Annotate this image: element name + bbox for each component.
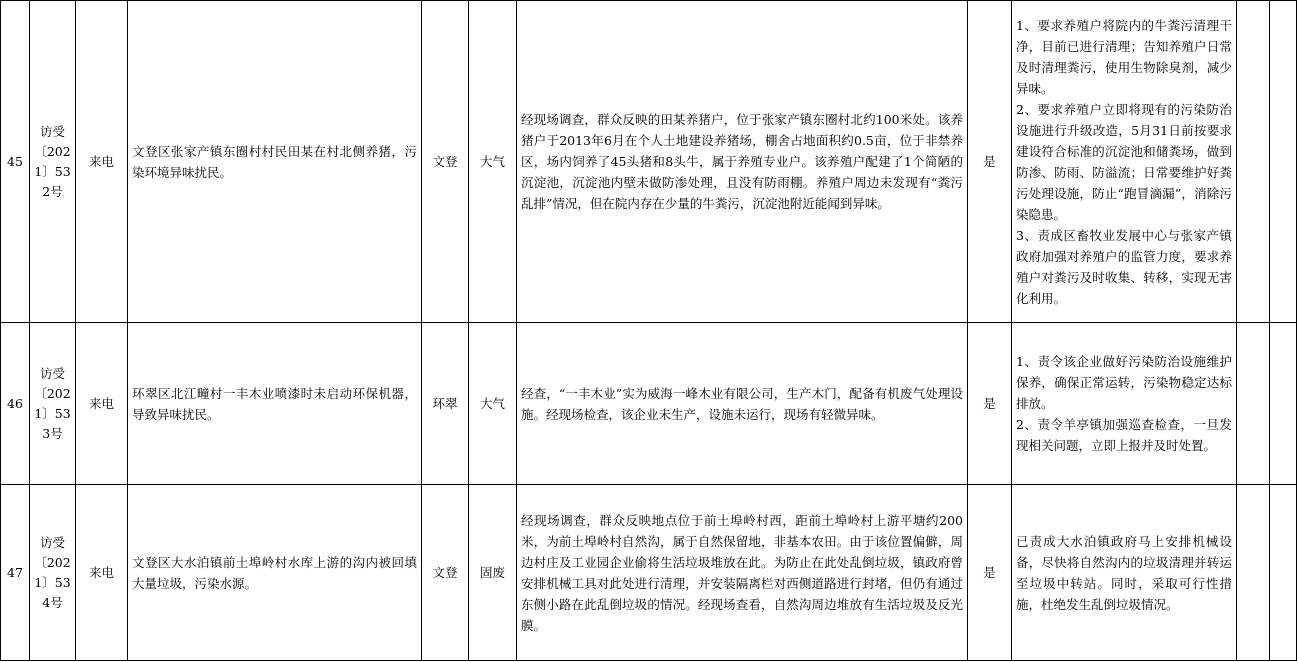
case-id: 访受〔2021〕534号 (30, 485, 76, 661)
district: 文登 (422, 485, 469, 661)
row-number: 45 (1, 1, 30, 323)
verified: 是 (968, 1, 1012, 323)
handling: 1、责令该企业做好污染防治设施维护保养，确保正常运转，污染物稳定达标排放。 2、责令羊亭镇加强巡查检查，一旦发现相关问题，立即上报并及时处置。 (1012, 323, 1237, 485)
table-row (1, 1, 1297, 323)
empty-cell (1237, 323, 1270, 485)
handling: 1、要求养殖户将院内的牛粪污清理干净，目前已进行清理；告知养殖户日常及时清理粪污，使用生物除臭剂，减少异味。 2、要求养殖户立即将现有的污染防治设施进行升级改造，5月31日前按要求建设符合标准的沉淀池和储粪场，做到防渗、防雨、防溢流；日常要维护好粪污处理设施，防止“跑冒滴漏”，消除污染隐患。 3、责成区畜牧业发展中心与张家产镇政府加强对养殖户的监管力度，要求养殖户对粪污及时收集、转移，实现无害化利用。 (1012, 1, 1237, 323)
source: 来电 (76, 323, 128, 485)
complaint: 文登区大水泊镇前土埠岭村水库上游的沟内被回填大量垃圾，污染水源。 (128, 485, 422, 661)
case-id: 访受〔2021〕532号 (30, 1, 76, 323)
empty-cell (1270, 485, 1297, 661)
district: 环翠 (422, 323, 469, 485)
row-number: 47 (1, 485, 30, 661)
complaint: 文登区张家产镇东圈村村民田某在村北侧养猪，污染环境异味扰民。 (128, 1, 422, 323)
source: 来电 (76, 1, 128, 323)
verified: 是 (968, 485, 1012, 661)
table-row (1, 323, 1297, 485)
verified: 是 (968, 323, 1012, 485)
findings: 经现场调查，群众反映的田某养猪户，位于张家产镇东圈村北约100米处。该养猪户于2013年6月在个人土地建设养猪场，棚舍占地面积约0.5亩，位于非禁养区，场内饲养了45头猪和8头牛，属于养殖专业户。该养殖户配建了1个简陋的沉淀池，沉淀池内壁未做防渗处理，且没有防雨棚。养殖户周边未发现有“粪污乱排”情况，但在院内存在少量的牛粪污，沉淀池附近能闻到异味。 (517, 1, 968, 323)
empty-cell (1237, 1, 1270, 323)
row-number: 46 (1, 323, 30, 485)
handling: 已责成大水泊镇政府马上安排机械设备，尽快将自然沟内的垃圾清理并转运至垃圾中转站。同时，采取可行性措施，杜绝发生乱倒垃圾情况。 (1012, 485, 1237, 661)
district: 文登 (422, 1, 469, 323)
empty-cell (1270, 1, 1297, 323)
complaint: 环翠区北江疃村一丰木业喷漆时未启动环保机器，导致异味扰民。 (128, 323, 422, 485)
findings: 经查，“一丰木业”实为威海一峰木业有限公司，生产木门，配备有机废气处理设施。经现场检查，该企业未生产，设施未运行，现场有轻微异味。 (517, 323, 968, 485)
category: 固废 (469, 485, 517, 661)
findings: 经现场调查，群众反映地点位于前土埠岭村西，距前土埠岭村上游平塘约200米，为前土埠岭村自然沟，属于自然保留地，非基本农田。由于该位置偏僻，周边村庄及工业园企业偷将生活垃圾堆放在此。为防止在此处乱倒垃圾，镇政府曾安排机械工具对此处进行清理，并安装隔离栏对西侧道路进行封堵，但仍有通过东侧小路在此乱倒垃圾的情况。经现场查看，自然沟周边堆放有生活垃圾及反光膜。 (517, 485, 968, 661)
table-row (1, 485, 1297, 661)
source: 来电 (76, 485, 128, 661)
empty-cell (1270, 323, 1297, 485)
case-id: 访受〔2021〕533号 (30, 323, 76, 485)
category: 大气 (469, 323, 517, 485)
empty-cell (1237, 485, 1270, 661)
category: 大气 (469, 1, 517, 323)
